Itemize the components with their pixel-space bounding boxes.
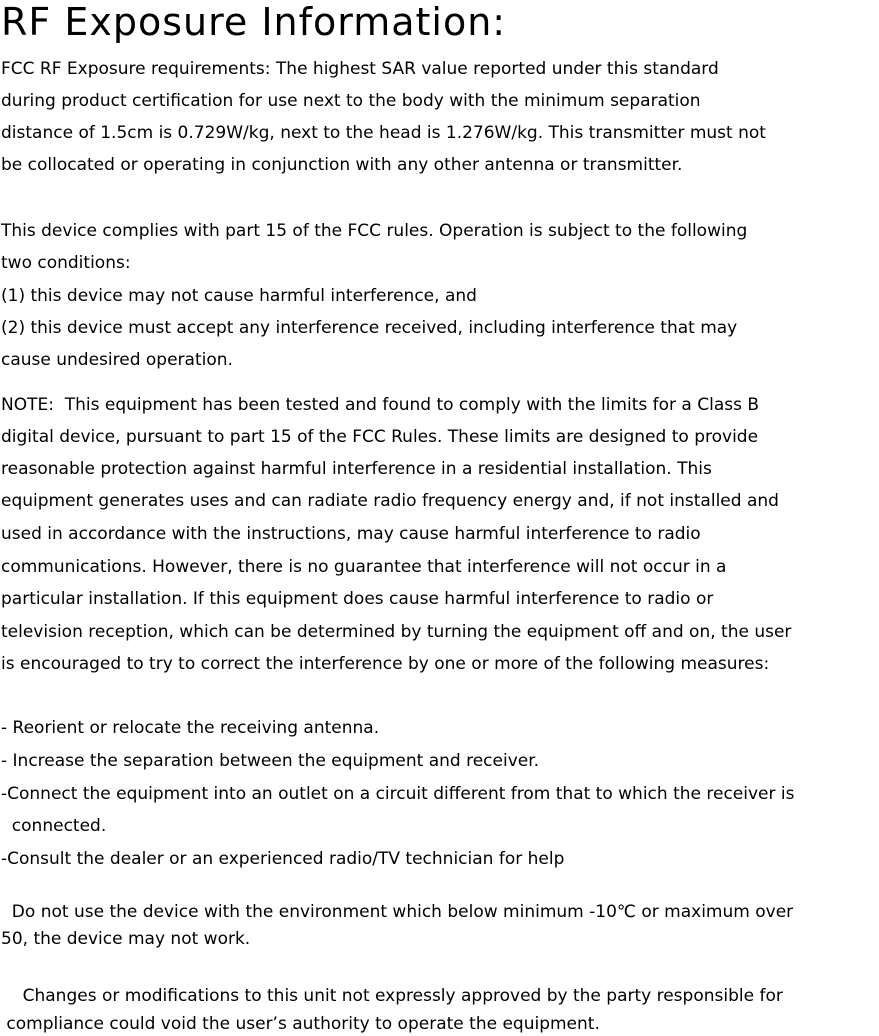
changes-notice-line-1: Changes or modifications to this unit not expressly approved by the party responsible for	[1, 986, 783, 1006]
rf-exposure-line-4: be collocated or operating in conjunction with any other antenna or transmitter.	[1, 155, 683, 175]
measure-item-consult-dealer: -Consult the dealer or an experienced radio/TV technician for help	[1, 849, 565, 869]
note-line-3: reasonable protection against harmful interference in a residential installation. This	[1, 459, 712, 479]
note-line-1: NOTE: This equipment has been tested and found to comply with the limits for a Class B	[1, 395, 760, 415]
rf-exposure-line-2: during product certification for use next to the body with the minimum separation	[1, 91, 701, 111]
measure-item-connect-outlet: -Connect the equipment into an outlet on a circuit different from that to which the receiver is	[1, 784, 795, 804]
rf-exposure-line-1: FCC RF Exposure requirements: The highest SAR value reported under this standard	[1, 59, 719, 79]
measure-item-increase-separation: - Increase the separation between the equipment and receiver.	[1, 751, 540, 771]
rf-exposure-line-3: distance of 1.5cm is 0.729W/kg, next to the head is 1.276W/kg. This transmitter must not	[1, 123, 766, 143]
measure-item-connect-outlet-cont: connected.	[1, 816, 107, 836]
note-line-8: television reception, which can be determined by turning the equipment off and on, the user	[1, 622, 792, 642]
page-title: RF Exposure Information:	[1, 0, 507, 44]
part15-condition-2: (2) this device must accept any interference received, including interference that may	[1, 318, 738, 338]
note-line-6: communications. However, there is no guarantee that interference will not occur in a	[1, 557, 727, 577]
note-line-5: used in accordance with the instructions, may cause harmful interference to radio	[1, 524, 701, 544]
note-line-4: equipment generates uses and can radiate radio frequency energy and, if not installed and	[1, 491, 779, 511]
note-line-9: is encouraged to try to correct the interference by one or more of the following measures:	[1, 654, 770, 674]
part15-line-5: cause undesired operation.	[1, 350, 233, 370]
changes-notice-line-2: compliance could void the user’s authority to operate the equipment.	[1, 1014, 600, 1034]
temperature-notice-line-1: Do not use the device with the environment which below minimum -10℃ or maximum over	[1, 902, 794, 922]
part15-condition-1: (1) this device may not cause harmful interference, and	[1, 286, 477, 306]
temperature-notice-line-2: 50, the device may not work.	[1, 929, 251, 949]
note-line-2: digital device, pursuant to part 15 of the FCC Rules. These limits are designed to provide	[1, 427, 759, 447]
part15-line-1: This device complies with part 15 of the FCC rules. Operation is subject to the following	[1, 221, 748, 241]
measure-item-reorient: - Reorient or relocate the receiving antenna.	[1, 718, 380, 738]
note-line-7: particular installation. If this equipment does cause harmful interference to radio or	[1, 589, 714, 609]
part15-line-2: two conditions:	[1, 253, 131, 273]
